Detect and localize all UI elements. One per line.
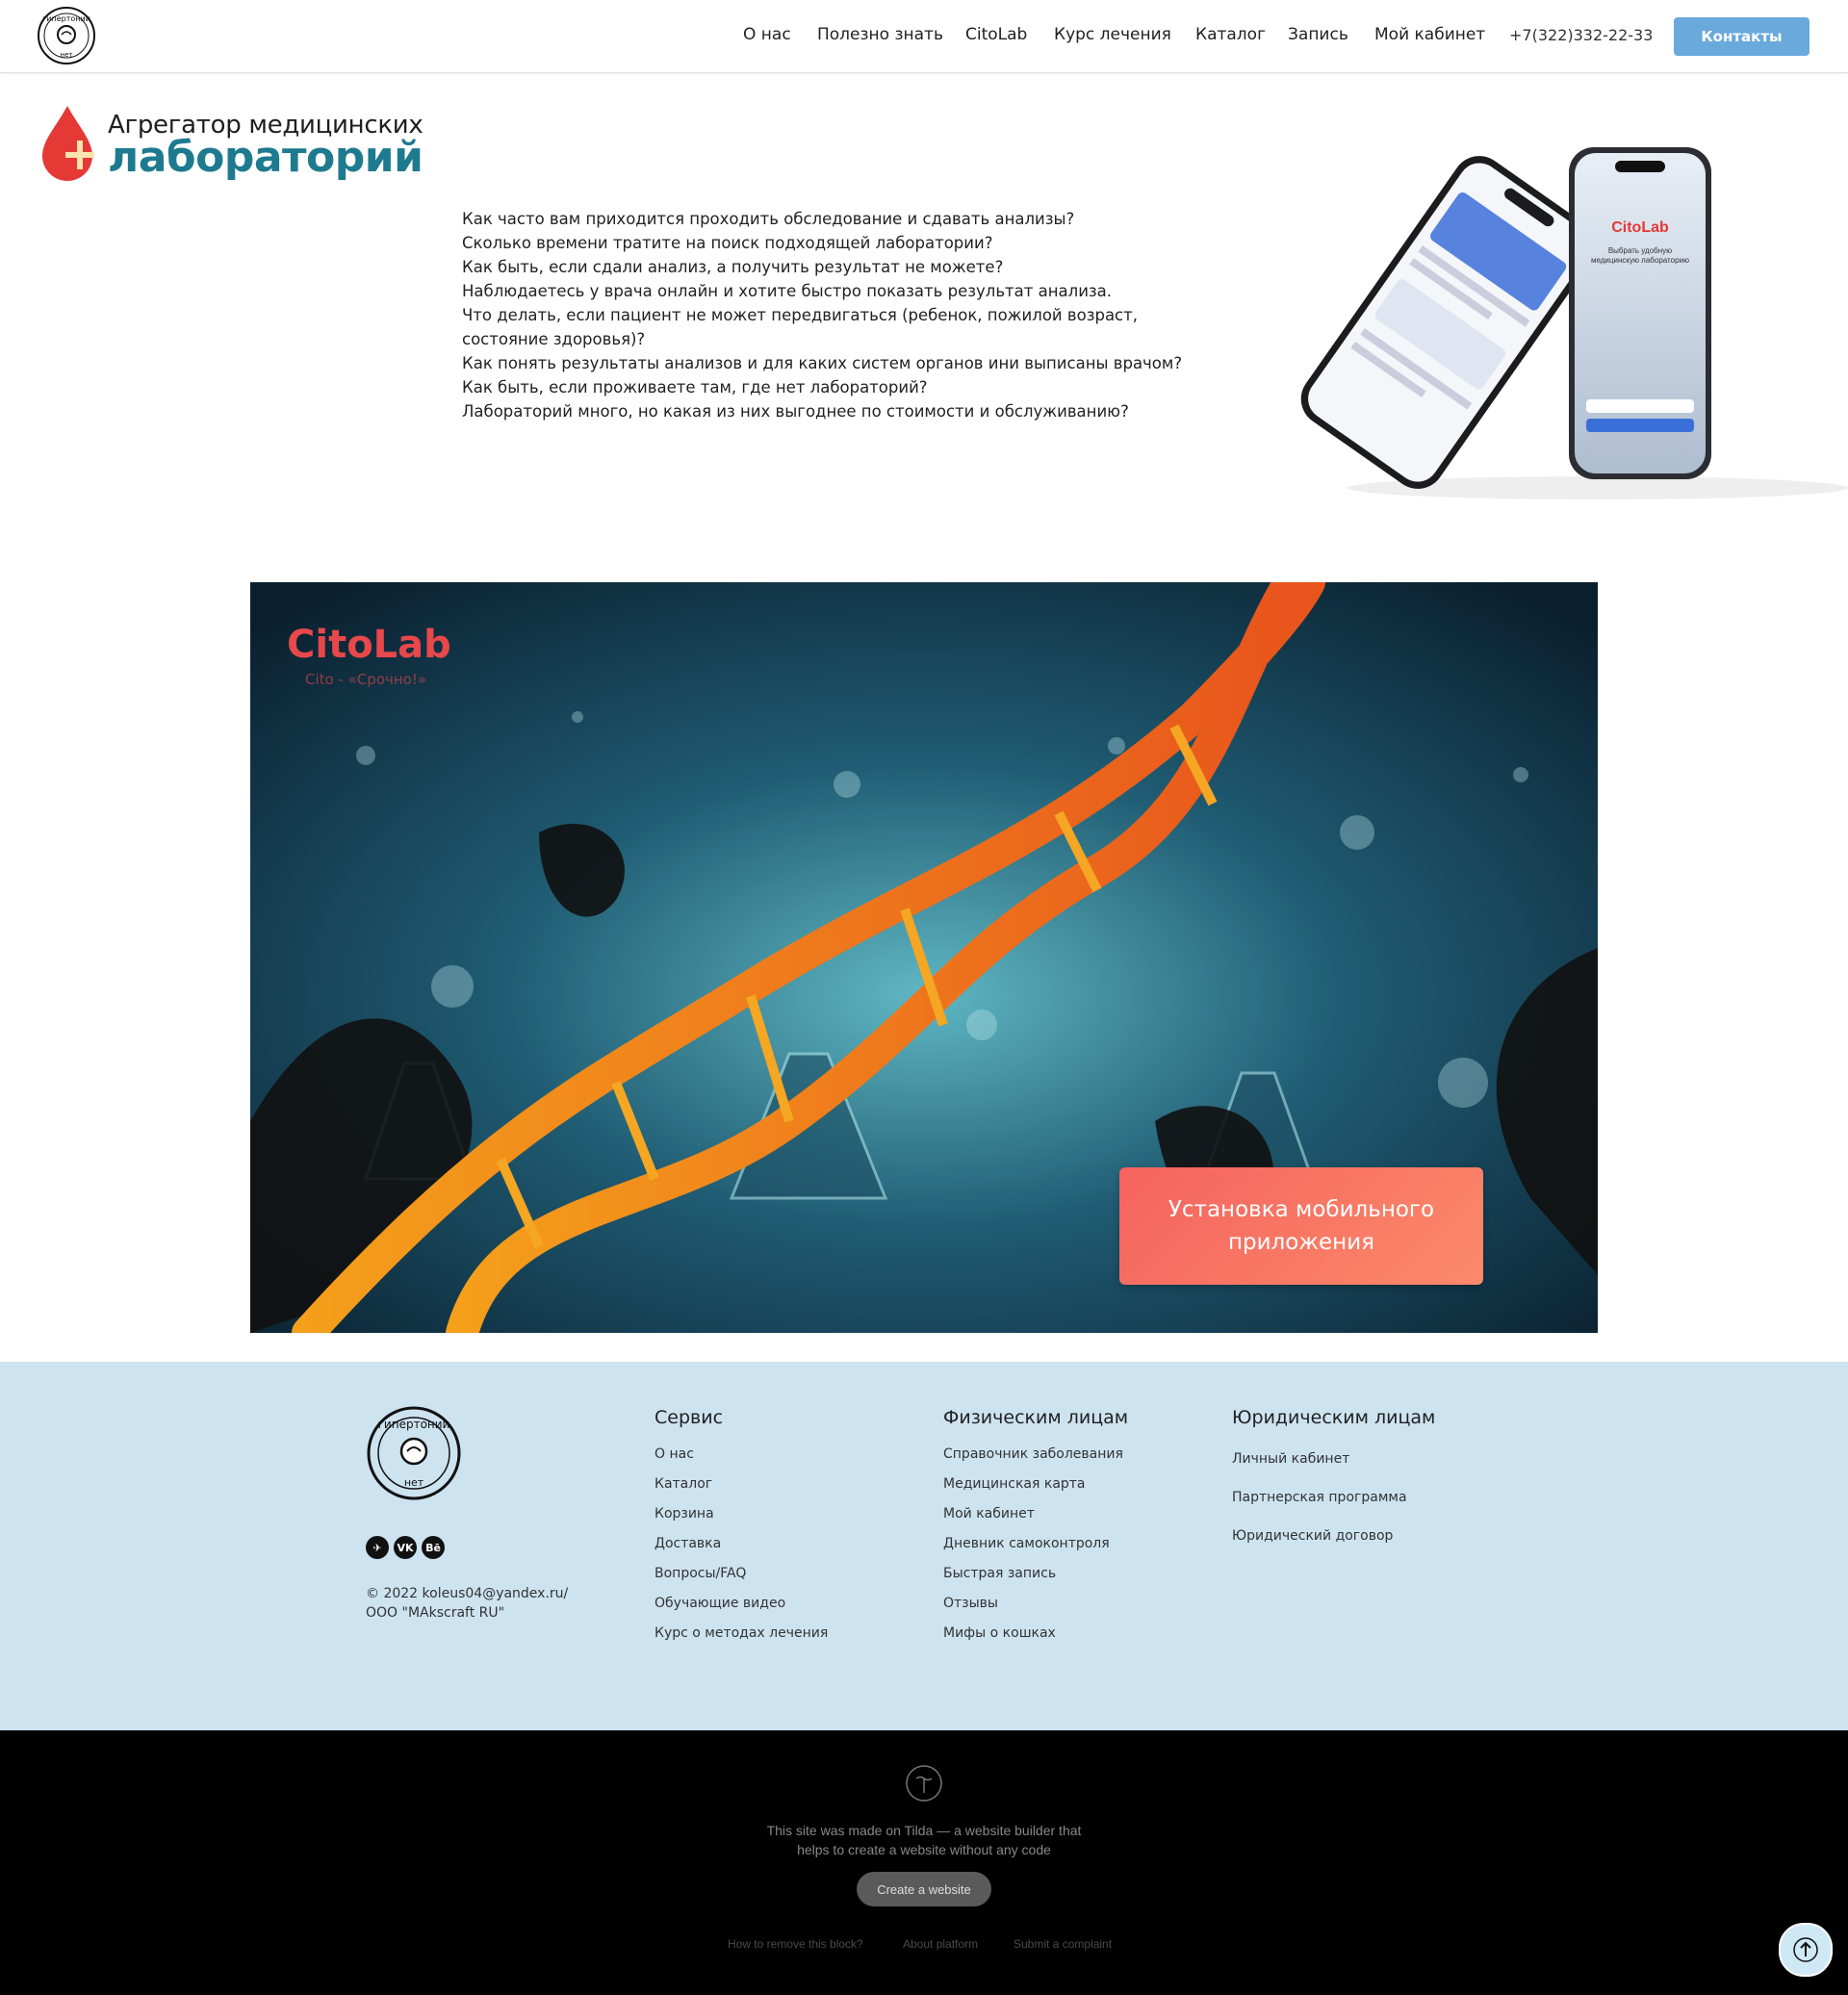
footer-link[interactable]: Медицинская карта — [943, 1476, 1086, 1492]
footer-link[interactable]: Курс о методах лечения — [654, 1625, 829, 1641]
install-app-label — [1168, 1193, 1434, 1259]
footer-link[interactable]: Доставка — [654, 1536, 722, 1551]
question-line: Сколько времени тратите на поиск подходящей лаборатории? — [462, 234, 993, 252]
install-label-line2: приложения — [1227, 1230, 1375, 1255]
footer-link[interactable]: Партнерская программа — [1232, 1490, 1407, 1505]
nav-booking[interactable]: Запись — [1288, 25, 1348, 44]
remove-block-link[interactable]: How to remove this block? — [728, 1937, 863, 1951]
footer-link[interactable]: Юридический договор — [1232, 1528, 1394, 1544]
nav-about[interactable]: О нас — [743, 25, 791, 44]
scroll-to-top-button[interactable] — [1779, 1923, 1833, 1977]
footer-link[interactable]: Мифы о кошках — [943, 1625, 1056, 1641]
footer-link[interactable]: Дневник самоконтроля — [943, 1536, 1110, 1551]
tilda-description — [732, 1821, 1116, 1859]
footer-link[interactable]: Быстрая запись — [943, 1566, 1057, 1581]
svg-text:медицинскую лабораторию: медицинскую лабораторию — [1590, 256, 1690, 265]
nav-my-account[interactable]: Мой кабинет — [1374, 25, 1486, 44]
footer-link[interactable]: Каталог — [654, 1476, 713, 1492]
phone-app-title: CitoLab — [1611, 219, 1669, 236]
footer-link[interactable]: Корзина — [654, 1506, 714, 1522]
site-header — [0, 0, 1848, 73]
svg-text:гипертонии: гипертонии — [377, 1418, 450, 1431]
svg-text:нет: нет — [403, 1476, 424, 1489]
tilda-logo-icon[interactable] — [905, 1764, 943, 1803]
footer-logo-icon[interactable] — [366, 1405, 462, 1501]
install-label-line1: Установка мобильного — [1168, 1197, 1435, 1222]
install-app-button[interactable] — [1119, 1167, 1483, 1285]
arrow-up-icon — [1792, 1936, 1819, 1963]
aggregator-title-line2: лабораторий — [108, 133, 424, 182]
aggregator-title-line1: Агрегатор медицинских — [108, 111, 424, 140]
footer-link[interactable]: Справочник заболевания — [943, 1446, 1123, 1462]
phones-mockup-image — [1280, 140, 1848, 505]
site-footer — [0, 1362, 1848, 1730]
submit-complaint-link[interactable]: Submit a complaint — [1014, 1937, 1113, 1951]
telegram-icon[interactable]: ✈ — [366, 1536, 389, 1559]
question-line: состояние здоровья)? — [462, 330, 646, 348]
citolab-brand: CitoLab — [287, 623, 451, 667]
tilda-text-line1: This site was made on Tilda — a website builder that — [766, 1823, 1082, 1838]
footer-col-legal-title: Юридическим лицам — [1232, 1407, 1436, 1428]
copyright-line1: © 2022 koleus04@yandex.ru/ — [366, 1586, 569, 1601]
site-logo-icon[interactable] — [37, 6, 96, 65]
footer-link[interactable]: Вопросы/FAQ — [654, 1566, 747, 1581]
about-platform-link[interactable]: About platform — [903, 1937, 979, 1951]
header-phone[interactable]: +7(322)332-22-33 — [1509, 26, 1654, 44]
question-line: Как быть, если проживаете там, где нет лабораторий? — [462, 378, 928, 396]
copyright — [366, 1584, 568, 1623]
citolab-banner — [250, 582, 1598, 1333]
copyright-line2: ООО "MAkscraft RU" — [366, 1605, 505, 1621]
footer-link[interactable]: Отзывы — [943, 1596, 998, 1611]
question-line: Что делать, если пациент не может передвигаться (ребенок, пожилой возраст, — [462, 306, 1138, 324]
tilda-text-line2: helps to create a website without any code — [797, 1842, 1051, 1857]
footer-link[interactable]: Мой кабинет — [943, 1506, 1035, 1522]
question-line: Наблюдаетесь у врача онлайн и хотите быстро показать результат анализа. — [462, 282, 1113, 300]
vk-icon[interactable]: VK — [394, 1536, 417, 1559]
footer-col-individuals-title: Физическим лицам — [943, 1407, 1129, 1428]
intro-questions — [462, 207, 1232, 423]
nav-catalog[interactable]: Каталог — [1195, 25, 1267, 44]
question-line: Лабораторий много, но какая из них выгоднее по стоимости и обслуживанию? — [462, 402, 1129, 421]
footer-link[interactable]: Обучающие видео — [654, 1596, 786, 1611]
nav-citolab[interactable]: CitoLab — [965, 25, 1028, 44]
footer-link[interactable]: О нас — [654, 1446, 694, 1462]
footer-col-service-title: Сервис — [654, 1407, 724, 1428]
nav-useful[interactable]: Полезно знать — [817, 25, 943, 44]
question-line: Как понять результаты анализов и для каких систем органов ини выписаны врачом? — [462, 354, 1183, 372]
footer-link[interactable]: Личный кабинет — [1232, 1451, 1350, 1467]
svg-text:нет: нет — [60, 51, 73, 59]
behance-icon[interactable]: Bē — [422, 1536, 445, 1559]
nav-treatment-course[interactable]: Курс лечения — [1054, 25, 1171, 44]
contacts-button[interactable]: Контакты — [1674, 17, 1810, 56]
question-line: Как быть, если сдали анализ, а получить результат не можете? — [462, 258, 1004, 276]
question-line: Как часто вам приходится проходить обследование и сдавать анализы? — [462, 210, 1075, 228]
svg-text:Выбрать удобную: Выбрать удобную — [1607, 246, 1673, 255]
citolab-tagline: Cito - «Срочно!» — [305, 671, 427, 688]
create-website-button[interactable]: Create a website — [857, 1872, 991, 1906]
svg-text:гипертонии: гипертонии — [42, 14, 90, 23]
